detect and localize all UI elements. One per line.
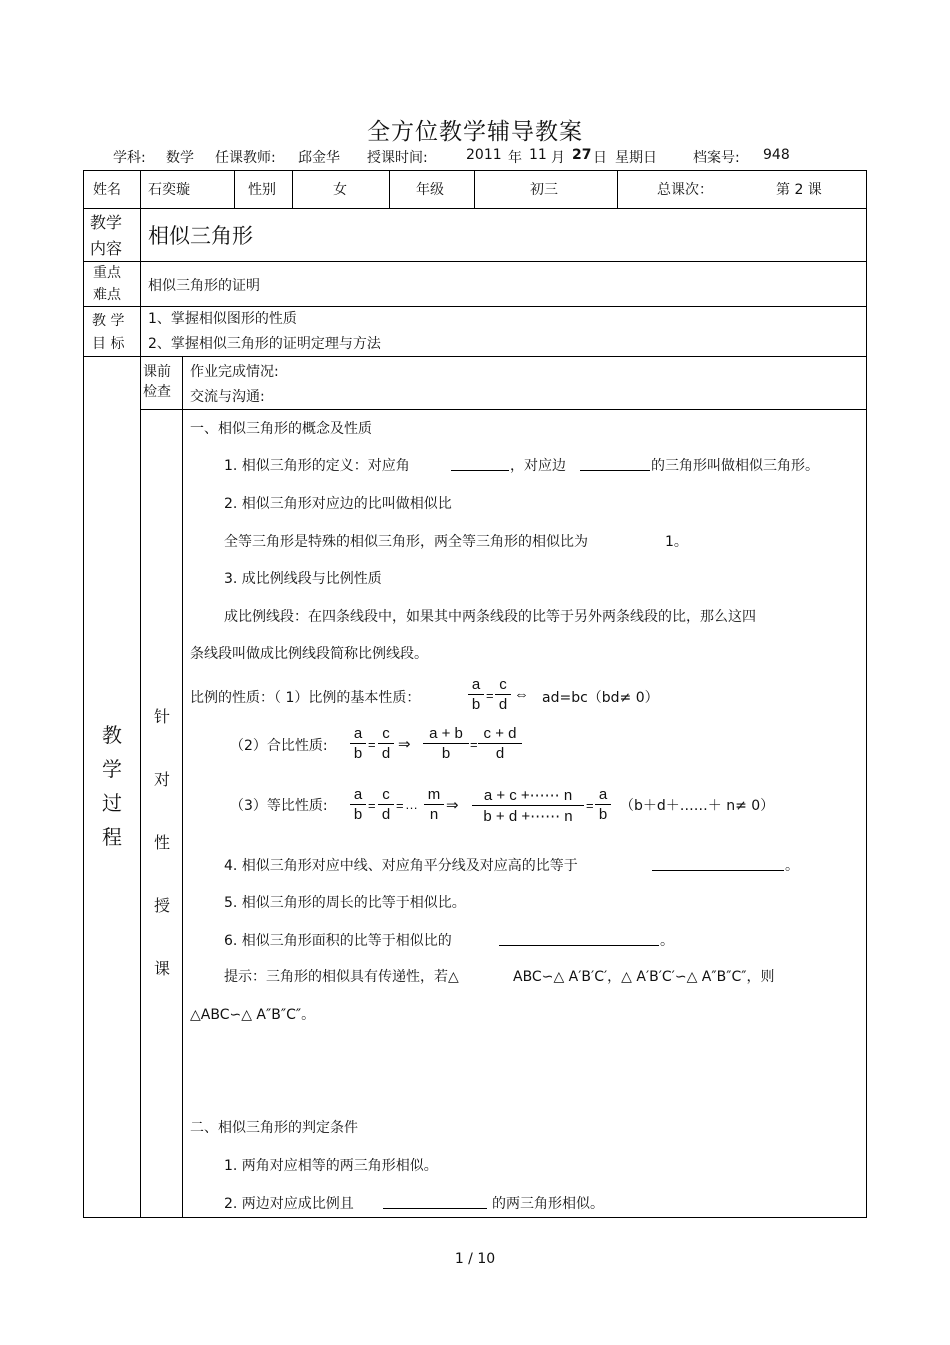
judgment-2-text-a: 2. 两边对应成比例且: [224, 1196, 354, 1212]
hint-text-a: 提示：三角形的相似具有传递性，若△: [224, 969, 459, 985]
item-6-end: 。: [660, 933, 674, 949]
fraction-sum-ratio: a + c +⋯⋯ n b + d +⋯⋯ n: [472, 786, 584, 825]
hint-text-c: △ABC∽△ A″B″C″。: [190, 1007, 316, 1023]
item-1-blank-angle: [451, 455, 509, 471]
fraction-a-over-b: a b: [350, 786, 366, 823]
fraction-c-over-d: c d: [378, 786, 394, 823]
judgment-2-text-b: 的两三角形相似。: [492, 1196, 604, 1212]
item-1-blank-side: [580, 455, 650, 471]
grade-value: 初三: [530, 182, 558, 198]
fraction-c-over-d: c d: [495, 676, 511, 713]
equals-sign: =: [368, 737, 376, 752]
archive-label: 档案号:: [693, 150, 740, 166]
item-3-text: 3. 成比例线段与比例性质: [224, 571, 382, 587]
fraction-a-over-b: a b: [595, 786, 611, 823]
item-1-text-b: ，对应边: [510, 458, 566, 474]
equal-ratio-label: （3）等比性质:: [230, 798, 328, 814]
item-2-note-a: 全等三角形是特殊的相似三角形，两全等三角形的相似比为: [224, 534, 588, 550]
date-year-unit: 年: [508, 150, 522, 166]
fraction-a-over-b: a b: [468, 676, 484, 713]
grade-label: 年级: [416, 182, 444, 198]
archive-number: 948: [763, 147, 790, 163]
combined-ratio-label: （2）合比性质:: [230, 738, 328, 754]
fraction-m-over-n: m n: [424, 786, 444, 823]
subject-value: 数学: [166, 150, 194, 166]
page-number: 1 / 10: [454, 1251, 496, 1267]
proportion-basic-tail: ad=bc（bd≠ 0）: [542, 690, 659, 706]
date-month-unit: 月: [551, 150, 565, 166]
judgment-1: 1. 两角对应相等的两三角形相似。: [224, 1158, 438, 1174]
teacher-value: 邱金华: [298, 150, 340, 166]
equals-sign: =: [586, 798, 594, 813]
item-6-blank: [499, 930, 659, 946]
date-day-unit: 日: [593, 150, 607, 166]
process-label: 教 学 过 程: [102, 723, 122, 849]
targeted-teaching-label: 针 对 性 授 课: [153, 707, 170, 978]
iff-sign: ⇔: [514, 686, 529, 703]
fraction-a-plus-b-over-b: a + b b: [423, 725, 469, 762]
ellipsis: …: [405, 797, 418, 812]
equals-sign: =: [368, 798, 376, 813]
hint-text-b: ABC∽△ A′B′C′，△ A′B′C′∽△ A″B″C″，则: [513, 969, 775, 985]
subject-label: 学科:: [113, 150, 146, 166]
gender-value: 女: [333, 182, 347, 198]
item-1-text-c: 的三角形叫做相似三角形。: [651, 458, 819, 474]
item-5-text: 5. 相似三角形的周长的比等于相似比。: [224, 895, 466, 911]
section-1-title: 一、相似三角形的概念及性质: [190, 421, 372, 437]
item-4-blank: [652, 855, 784, 871]
fraction-a-over-b: a b: [350, 725, 366, 762]
item-2-text: 2. 相似三角形对应边的比叫做相似比: [224, 496, 452, 512]
student-name: 石奕璇: [148, 182, 190, 198]
equals-sign: =: [486, 688, 494, 703]
content-value: 相似三角形: [148, 224, 253, 248]
item-4-text: 4. 相似三角形对应中线、对应角平分线及对应高的比等于: [224, 858, 578, 874]
pre-check-label-1: 课前: [143, 364, 171, 380]
proportion-label: 比例的性质：（ 1）比例的基本性质：: [190, 690, 421, 706]
time-label: 授课时间:: [367, 150, 428, 166]
total-lessons-value: 第 2 课: [776, 182, 822, 198]
content-label-2: 内容: [90, 239, 123, 258]
teacher-label: 任课教师:: [215, 150, 276, 166]
name-label: 姓名: [93, 182, 121, 198]
equal-ratio-tail: （b＋d＋……＋ n≠ 0）: [620, 798, 775, 814]
item-2-note-b: 1。: [665, 534, 688, 550]
item-4-end: 。: [785, 858, 799, 874]
pre-check-item: 交流与沟通:: [190, 389, 265, 405]
goal-item: 2、掌握相似三角形的证明定理与方法: [148, 336, 381, 352]
goal-item: 1、掌握相似图形的性质: [148, 311, 297, 327]
item-1-text-a: 1. 相似三角形的定义：对应角: [224, 458, 410, 474]
document-title: 全方位教学辅导教案: [367, 119, 583, 145]
date-year: 2011: [466, 147, 502, 163]
goals-label-1: 教 学: [92, 313, 125, 329]
focus-value: 相似三角形的证明: [148, 278, 260, 294]
item-6-text: 6. 相似三角形面积的比等于相似比的: [224, 933, 452, 949]
item-3-paragraph-2: 条线段叫做成比例线段简称比例线段。: [190, 646, 428, 662]
fraction-c-plus-d-over-d: c + d d: [478, 725, 522, 762]
pre-check-item: 作业完成情况:: [190, 364, 279, 380]
item-3-paragraph-1: 成比例线段：在四条线段中，如果其中两条线段的比等于另外两条线段的比，那么这四: [224, 609, 756, 625]
gender-label: 性别: [248, 182, 276, 198]
fraction-c-over-d: c d: [378, 725, 394, 762]
section-2-title: 二、相似三角形的判定条件: [190, 1120, 358, 1136]
equals-sign: =: [470, 737, 478, 752]
implies-sign: ⇒: [398, 736, 411, 753]
focus-label-1: 重点: [93, 265, 121, 281]
focus-label-2: 难点: [93, 287, 121, 303]
equals-sign: =: [396, 798, 404, 813]
goals-label-2: 目 标: [92, 336, 125, 352]
content-label-1: 教学: [90, 213, 123, 232]
date-month: 11: [529, 147, 547, 163]
total-lessons-label: 总课次：: [657, 182, 713, 198]
judgment-2-blank: [383, 1193, 487, 1209]
date-day: 27: [572, 147, 592, 163]
weekday: 星期日: [615, 150, 657, 166]
pre-check-label-2: 检查: [143, 384, 171, 400]
implies-sign: ⇒: [446, 797, 459, 814]
